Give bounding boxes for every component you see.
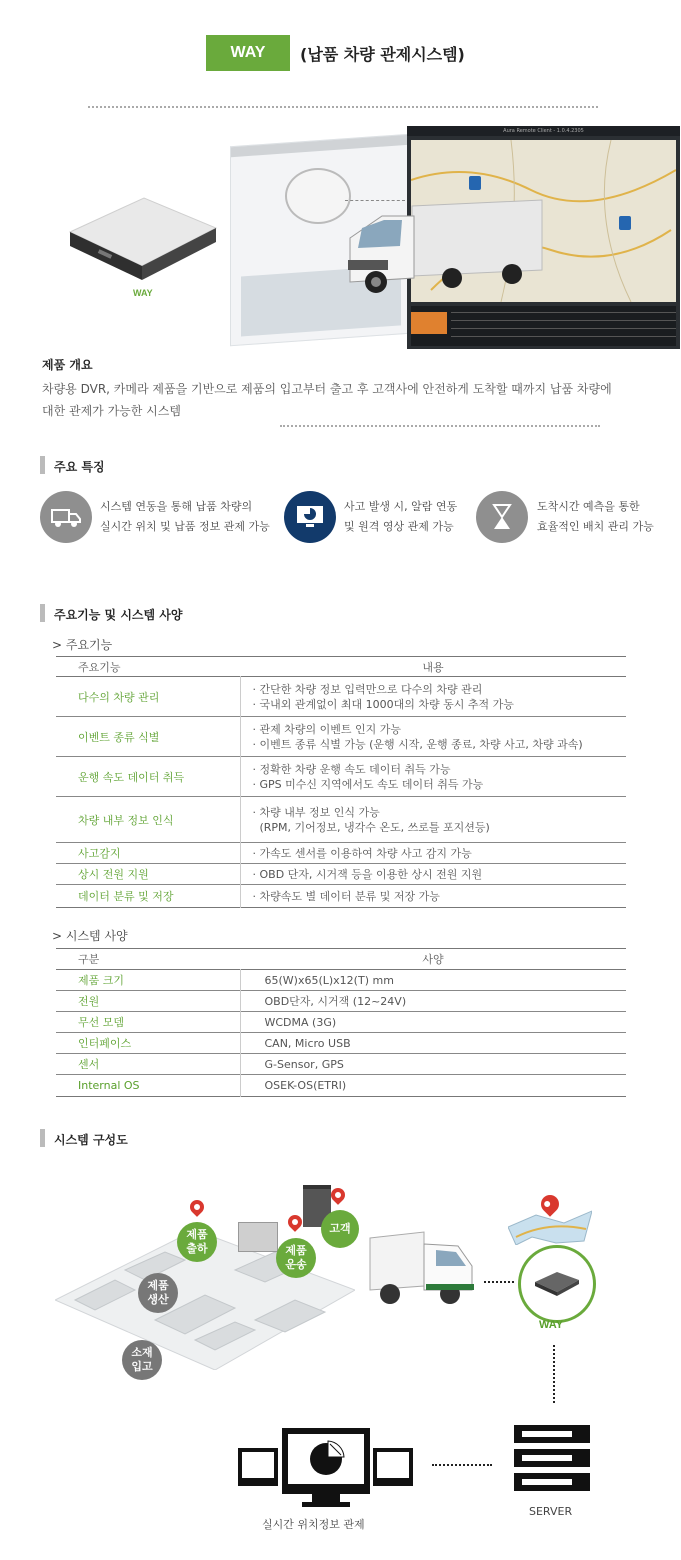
function-name: 상시 전원 지원 (56, 864, 240, 885)
node-production: 제품 생산 (138, 1273, 178, 1313)
diagram-title: 시스템 구성도 (54, 1133, 128, 1147)
feature-text (344, 497, 457, 537)
hourglass-icon (476, 491, 528, 543)
way-badge: WAY (206, 35, 290, 71)
way-label: WAY (539, 1319, 564, 1331)
section-marker (40, 604, 45, 622)
table-row (56, 797, 626, 843)
desc-line: · 이벤트 종류 식별 가능 (운행 시작, 운행 종료, 차량 사고, 차량 과속) (252, 737, 583, 751)
feature-text (100, 497, 270, 537)
spec-table (56, 948, 626, 1097)
functions-title: 주요기능 및 시스템 사양 (54, 608, 183, 622)
table-header-cell: 사양 (422, 953, 444, 966)
function-name: 이벤트 종류 식별 (56, 717, 240, 757)
function-desc: · 차량속도 별 데이터 분류 및 저장 가능 (252, 890, 440, 903)
table-row (56, 864, 626, 885)
function-desc (240, 717, 626, 757)
function-desc (240, 797, 626, 843)
feature-line: 및 원격 영상 관제 가능 (344, 520, 454, 533)
server-label: SERVER (529, 1505, 573, 1518)
function-name: 사고감지 (56, 843, 240, 864)
way-device-image (60, 170, 220, 280)
desc-line: · 차량 내부 정보 인식 가능 (252, 805, 380, 819)
divider (280, 425, 600, 427)
monitor-chart-icon (284, 491, 336, 543)
location-pin-icon (328, 1185, 348, 1205)
table-header-cell: 내용 (422, 660, 444, 674)
section-marker (40, 456, 45, 474)
features-title: 주요 특징 (54, 460, 105, 474)
spec-value: CAN, Micro USB (264, 1036, 351, 1050)
functions-table (56, 656, 626, 908)
function-name: 데이터 분류 및 저장 (56, 885, 240, 908)
table-row (56, 843, 626, 864)
spec-value: 65(W)x65(L)x12(T) mm (264, 973, 394, 987)
location-pin-icon (285, 1212, 305, 1232)
feature-text (537, 497, 654, 537)
delivery-truck-image (366, 1228, 478, 1310)
connector-line (553, 1345, 555, 1403)
feature-line: 사고 발생 시, 알람 연동 (344, 500, 458, 513)
cargo-icon (238, 1222, 278, 1252)
connector-line (432, 1464, 492, 1466)
functions-subhead: > 주요기능 (52, 638, 113, 652)
node-transport: 제품 운송 (276, 1238, 316, 1278)
server-icon (514, 1425, 590, 1491)
function-name: 다수의 차량 관리 (56, 677, 240, 717)
desc-line: (RPM, 기어정보, 냉각수 온도, 쓰로틀 포지션등) (252, 820, 490, 834)
table-row (56, 677, 626, 717)
desc-line: · 간단한 차량 정보 입력만으로 다수의 차량 관리 (252, 682, 483, 696)
table-row (56, 1054, 626, 1075)
device-label: WAY (133, 288, 153, 298)
overview-title: 제품 개요 (42, 358, 93, 372)
monitor-label: 실시간 위치정보 관제 (262, 1518, 365, 1531)
node-customer: 고객 (321, 1210, 359, 1248)
spec-name: 무선 모뎀 (56, 1012, 240, 1033)
overview-line: 대한 관제가 가능한 시스템 (42, 404, 181, 418)
desc-line: · 정확한 차량 운행 속도 데이터 취득 가능 (252, 762, 451, 776)
table-row (56, 757, 626, 797)
location-pin-icon (187, 1197, 207, 1217)
overview-line: 차량용 DVR, 카메라 제품을 기반으로 제품의 입고부터 출고 후 고객사에 안전하게 도착할 때까지 납품 차량에 (42, 382, 612, 396)
feature-line: 실시간 위치 및 납품 정보 관제 가능 (100, 520, 270, 533)
spec-name: 인터페이스 (56, 1033, 240, 1054)
table-header-cell: 구분 (78, 953, 100, 966)
spec-value: OBD단자, 시거잭 (12~24V) (264, 995, 407, 1008)
way-device-circle (518, 1245, 596, 1323)
page-subtitle: (납품 차량 관제시스템) (300, 45, 465, 64)
spec-name: 전원 (56, 991, 240, 1012)
feature-line: 도착시간 예측을 통한 (537, 500, 640, 513)
spec-value: G-Sensor, GPS (264, 1057, 344, 1071)
table-row (56, 885, 626, 908)
function-name: 운행 속도 데이터 취득 (56, 757, 240, 797)
truck-icon (40, 491, 92, 543)
table-row (56, 1075, 626, 1097)
desc-line: · 관제 차량의 이벤트 인지 가능 (252, 722, 401, 736)
table-row (56, 717, 626, 757)
divider (88, 106, 598, 108)
window-title: Aura Remote Client - 1.0.4.2305 (407, 126, 680, 136)
function-desc: · OBD 단자, 시거잭 등을 이용한 상시 전원 지원 (252, 868, 483, 881)
desc-line: · 국내외 관계없이 최대 1000대의 차량 동시 추적 가능 (252, 697, 514, 711)
spec-value: WCDMA (3G) (264, 1015, 337, 1029)
table-header-row (56, 657, 626, 677)
section-marker (40, 1129, 45, 1147)
event-table (411, 306, 676, 346)
function-desc (240, 757, 626, 797)
spec-subhead: > 시스템 사양 (52, 929, 128, 943)
overview-text (42, 378, 672, 422)
table-row (56, 1012, 626, 1033)
function-desc (240, 677, 626, 717)
table-header-row (56, 949, 626, 970)
feature-line: 시스템 연동을 통해 납품 차량의 (100, 500, 253, 513)
table-row (56, 991, 626, 1012)
node-material: 소재 입고 (122, 1340, 162, 1380)
table-row (56, 1033, 626, 1054)
monitors-icon (238, 1428, 413, 1508)
node-ship: 제품 출하 (177, 1222, 217, 1262)
table-header-cell: 주요기능 (78, 660, 121, 674)
function-name: 차량 내부 정보 인식 (56, 797, 240, 843)
spec-name: 제품 크기 (56, 970, 240, 991)
truck-image (342, 198, 552, 298)
table-row (56, 970, 626, 991)
spec-name: Internal OS (56, 1075, 240, 1097)
desc-line: · GPS 미수신 지역에서도 속도 데이터 취득 가능 (252, 777, 484, 791)
feature-line: 효율적인 배치 관리 가능 (537, 520, 654, 533)
connector-line (484, 1281, 514, 1283)
spec-name: 센서 (56, 1054, 240, 1075)
function-desc: · 가속도 센서를 이용하여 차량 사고 감지 가능 (252, 847, 472, 860)
spec-value: OSEK-OS(ETRI) (264, 1079, 347, 1092)
